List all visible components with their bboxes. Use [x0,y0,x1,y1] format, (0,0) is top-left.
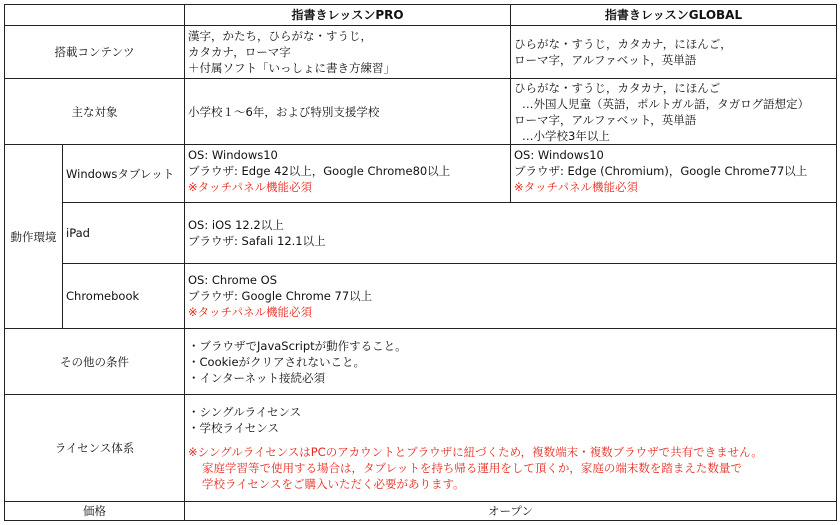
env-windows-pro-line: ブラウザ: Edge 42以上，Google Chrome80以上 [188,164,451,178]
env-chromebook [185,264,837,329]
license-details [185,395,837,502]
touch-panel-note: ※タッチパネル機能必須 [514,180,638,194]
other-condition-line: ・インターネット接続必須 [188,370,325,385]
env-windows-pro-line: OS: Windows10 [188,148,278,162]
target-global-line: ローマ字，アルファベット，英単語 [514,112,697,127]
header-global: 指書きレッスンGLOBAL [511,5,837,26]
header-pro: 指書きレッスンPRO [185,5,511,26]
contents-global-line: ひらがな・すうじ，カタカナ，にほんご， [514,37,732,51]
target-global-line: …小学校3年以上 [522,128,610,143]
env-ipad [185,203,837,264]
env-ipad-line: OS: iOS 12.2以上 [188,218,284,232]
env-ipad-line: ブラウザ: Safali 12.1以上 [188,234,326,248]
target-pro: 小学校１～6年，および特別支援学校 [185,79,511,145]
target-global [511,79,837,145]
row-label-env: 動作環境 [5,145,63,329]
target-global-line: ひらがな・すうじ，カタカナ，にほんご [514,80,721,95]
env-label-windows: Windowsタブレット [63,145,185,203]
env-windows-global-line: OS: Windows10 [514,148,604,162]
env-windows-global [511,145,837,203]
contents-pro [185,26,511,79]
license-line: ・シングルライセンス [188,405,302,419]
touch-panel-note: ※タッチパネル機能必須 [188,305,312,319]
other-condition-line: ・ブラウザでJavaScriptが動作すること。 [188,338,407,353]
price-value: オープン [185,502,837,521]
header-blank [5,5,185,26]
row-label-target: 主な対象 [5,79,185,145]
license-note-line: ※シングルライセンスはPCのアカウントとブラウザに紐づくため，複数端末・複数ブラウザで共有できません。 [188,445,763,459]
contents-pro-line: ＋付属ソフト「いっしょに書き方練習」 [188,61,395,75]
env-chromebook-line: OS: Chrome OS [188,273,277,287]
row-label-price: 価格 [5,502,185,521]
row-label-license: ライセンス体系 [5,395,185,502]
license-note-line: 学校ライセンスをご購入いただく必要があります。 [202,477,465,491]
env-chromebook-line: ブラウザ: Google Chrome 77以上 [188,289,373,303]
other-conditions [185,329,837,395]
env-label-chromebook: Chromebook [63,264,185,329]
other-condition-line: ・Cookieがクリアされないこと。 [188,354,366,369]
env-label-ipad: iPad [63,203,185,264]
license-spacer [188,436,833,444]
contents-pro-line: カタカナ，ローマ字 [188,45,291,59]
env-windows-global-line: ブラウザ: Edge (Chromium)，Google Chrome77以上 [514,164,808,178]
env-windows-pro [185,145,511,203]
row-label-other: その他の条件 [5,329,185,395]
license-note-line: 家庭学習等で使用する場合は，タブレットを持ち帰る運用をして頂くか，家庭の端末数を踏まえた数量で [202,461,742,475]
contents-global-line: ローマ字，アルファベット，英単語 [514,53,697,67]
license-line: ・学校ライセンス [188,421,279,435]
product-spec-table [4,4,837,521]
touch-panel-note: ※タッチパネル機能必須 [188,180,312,194]
target-global-line: …外国人児童（英語，ポルトガル語，タガログ語想定） [522,96,810,111]
row-label-contents: 搭載コンテンツ [5,26,185,79]
contents-global [511,26,837,79]
contents-pro-line: 漢字，かたち，ひらがな・すうじ， [188,29,372,43]
